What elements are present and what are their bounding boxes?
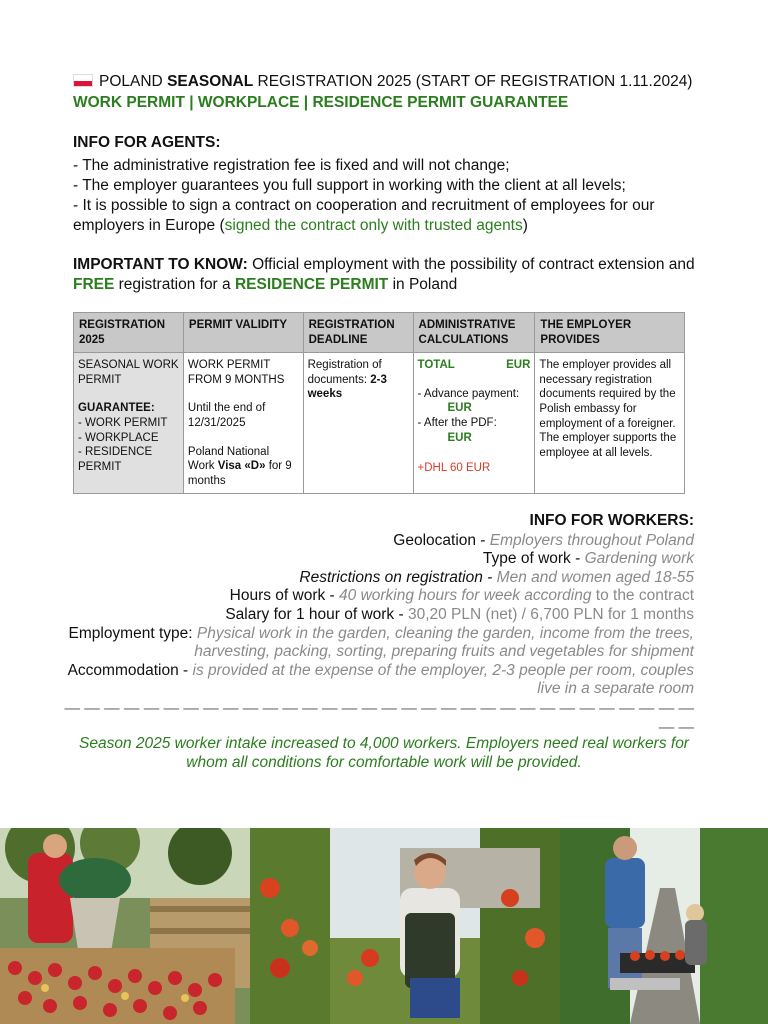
table-cell-validity: WORK PERMIT FROM 9 MONTHS Until the end of 12/31/2025 Poland National Work Visa «D» for 9 months [183, 353, 303, 494]
apple-harvest-photo [0, 828, 250, 1024]
table-header: PERMIT VALIDITY [183, 313, 303, 353]
table-row [74, 353, 685, 494]
season-note: Season 2025 worker intake increased to 4,000 workers. Employers need real workers for whom all conditions for comfortable work will be provided. [79, 735, 689, 771]
table-header: ADMINISTRATIVE CALCULATIONS [413, 313, 535, 353]
workers-section [54, 512, 694, 737]
workers-salary: Salary for 1 hour of work - 30,20 PLN (net) / 6,700 PLN for 1 months [225, 605, 694, 623]
important-note: IMPORTANT TO KNOW: Official employment with the possibility of contract extension and FREE registration for a RESIDENCE PERMIT in Poland [73, 256, 695, 293]
table-header: THE EMPLOYER PROVIDES [535, 313, 685, 353]
workers-title: INFO FOR WORKERS: [529, 512, 694, 529]
table-cell-calculations: TOTAL EUR - Advance payment: EUR - After the PDF: EUR +DHL 60 EUR [413, 353, 535, 494]
greenhouse-photo [560, 828, 768, 1024]
agents-section [73, 133, 703, 236]
table-cell-registration: SEASONAL WORK PERMIT GUARANTEE: - WORK PERMIT - WORKPLACE - RESIDENCE PERMIT [74, 353, 184, 494]
headline: POLAND SEASONAL REGISTRATION 2025 (START OF REGISTRATION 1.11.2024) WORK PERMIT | WORKPLACE | RESIDENCE PERMIT GUARANTEE [73, 73, 693, 111]
workers-hours: Hours of work - 40 working hours for week according to the contract [229, 587, 694, 605]
table-cell-employer: The employer provides all necessary registration documents required by the Polish embassy for employment of a foreigner. The employer supports the employee at all levels. [535, 353, 685, 494]
table-header: REGISTRATION 2025 [74, 313, 184, 353]
agents-item: - The administrative registration fee is fixed and will not change; [73, 157, 510, 174]
poland-flag-icon [73, 74, 93, 87]
table-cell-deadline: Registration of documents: 2-3 weeks [303, 353, 413, 494]
agents-item: - The employer guarantees you full support in working with the client at all levels; [73, 177, 626, 194]
agents-title: INFO FOR AGENTS: [73, 134, 221, 151]
workers-geolocation: Geolocation - Employers throughout Poland [393, 531, 694, 549]
dashed-divider: — — — — — — — — — — — — — — — — — — — — — — — — — — — — — — — — — — [64, 699, 694, 736]
workers-type: Type of work - Gardening work [482, 550, 694, 568]
workers-restrictions: Restrictions on registration - Men and women aged 18-55 [299, 568, 694, 586]
tomato-picking-photo [250, 828, 560, 1024]
photo-strip [0, 828, 768, 1024]
workers-employment: Employment type: Physical work in the garden, cleaning the garden, income from the trees, harvesting, packing, sorting, preparing fruits and vegetables for shipment [68, 624, 694, 661]
registration-table [73, 312, 685, 494]
workers-accommodation: Accommodation - is provided at the expense of the employer, 2-3 people per room, couples live in a separate room [67, 661, 694, 698]
table-header-row [74, 313, 685, 353]
agents-item: - It is possible to sign a contract on cooperation and recruitment of employees for our employers in Europe (signed the contract only with trusted agents) [73, 197, 655, 234]
table-header: REGISTRATION DEADLINE [303, 313, 413, 353]
